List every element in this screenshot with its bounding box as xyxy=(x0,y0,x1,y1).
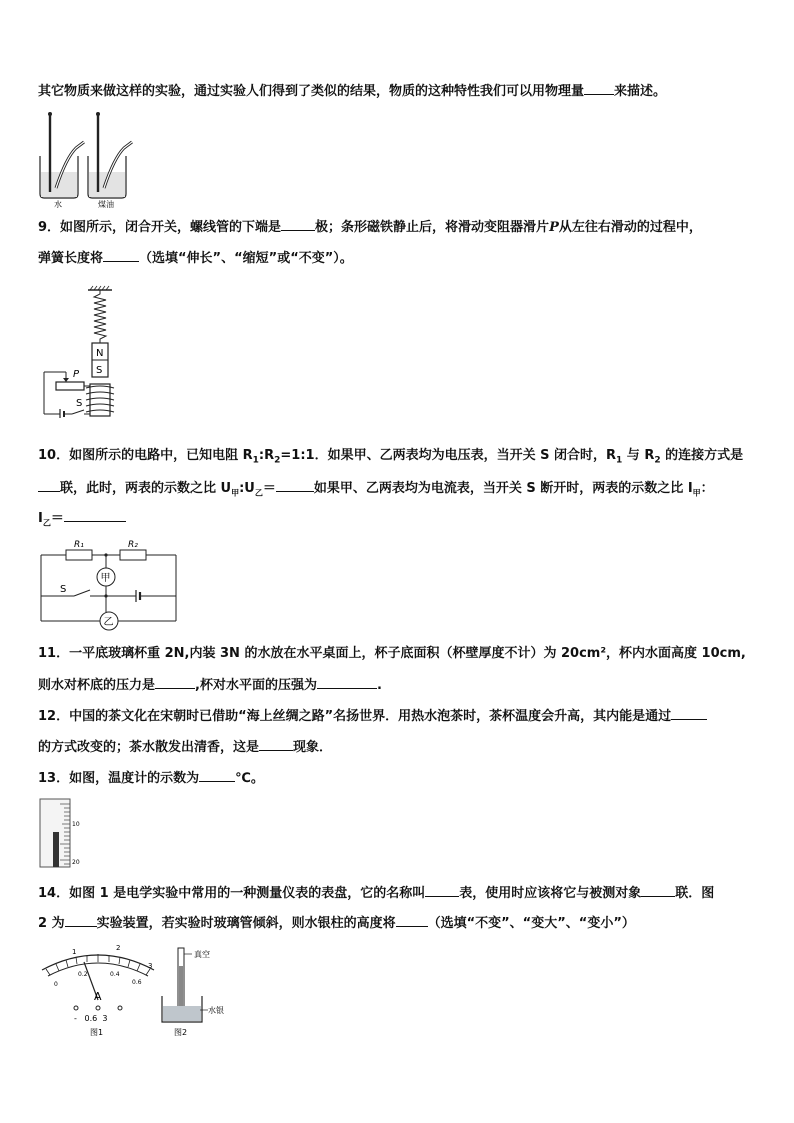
q12-line2: 的方式改变的；茶水散发出清香，这是 现象． xyxy=(38,740,333,755)
answer-blank[interactable] xyxy=(396,914,428,927)
answer-blank[interactable] xyxy=(155,676,195,689)
answer-blank[interactable] xyxy=(276,479,314,492)
torricelli-apparatus xyxy=(156,942,236,1038)
label-kerosene: 煤油 xyxy=(98,200,114,208)
scale-label-bottom: 20 xyxy=(72,859,80,866)
answer-blank[interactable] xyxy=(64,509,126,522)
vacuum-label: 真空 xyxy=(194,950,210,959)
answer-blank[interactable] xyxy=(671,707,707,720)
q11-line1: 11．一平底玻璃杯重 2N,内装 3N 的水放在水平桌面上，杯子底面积（杯壁厚度不计）为 20cm²，杯内水面高度 10cm, xyxy=(38,646,746,661)
scale-label-top: 10 xyxy=(72,821,80,828)
answer-blank[interactable] xyxy=(641,884,675,897)
scale-bottom-2: 0.4 xyxy=(110,971,120,978)
ammeter-dial xyxy=(36,942,160,1038)
answer-blank[interactable] xyxy=(584,82,614,95)
q10-line3: $I_乙=$ xyxy=(38,509,126,533)
meter-jia-label: 甲 xyxy=(100,573,111,584)
q13-figure xyxy=(36,798,92,868)
q14-figure2 xyxy=(156,942,236,1038)
q13-line1: 13．如图，温度计的示数为 ℃。 xyxy=(38,771,264,786)
q14-figure1 xyxy=(36,942,160,1038)
answer-blank[interactable] xyxy=(281,218,315,231)
solenoid-circuit-diagram xyxy=(36,284,136,418)
switch-label: S xyxy=(76,398,83,409)
q10-line2: 联，此时，两表的示数之比 $U_甲:U_乙=$ 如果甲、乙两表均为电流表，当开关 S 断开时，两表的示数之比 $I_甲$： xyxy=(38,479,714,503)
scale-top-2: 2 xyxy=(116,944,121,952)
q11-line2: 则水对杯底的压力是 ,杯对水平面的压强为 . xyxy=(38,678,382,693)
q12-line1: 12．中国的茶文化在宋朝时已借助“海上丝绸之路”名扬世界．用热水泡茶时，茶杯温度会升高，其内能是通过 xyxy=(38,707,707,726)
q8-figure xyxy=(36,108,146,208)
r1-label: R₁ xyxy=(74,540,84,550)
q8-line1: 其它物质来做这样的实验，通过实验人们得到了类似的结果，物质的这种特性我们可以用物理量 来描述。 xyxy=(38,84,667,99)
switch-label: S xyxy=(60,584,67,595)
answer-blank[interactable] xyxy=(259,738,293,751)
q10-line1: 10．如图所示的电路中，已知电阻 $R_1:R_2=1:1$．如果甲、乙两表均为电压表，当开关 S 闭合时，$R_1$ 与 $R_2$ 的连接方式是 xyxy=(38,448,744,466)
unit-label: A xyxy=(94,990,102,1003)
answer-blank[interactable] xyxy=(425,884,459,897)
q9-figure xyxy=(36,284,136,418)
mercury-label: 水银 xyxy=(208,1006,224,1015)
r2-label: R₂ xyxy=(128,540,138,550)
answer-blank[interactable] xyxy=(199,769,235,782)
scale-bottom-3: 0.6 xyxy=(132,979,142,986)
answer-blank[interactable] xyxy=(103,249,139,262)
q10-figure xyxy=(36,536,184,636)
figure2-caption: 图2 xyxy=(174,1028,188,1037)
q14-line1: 14．如图 1 是电学实验中常用的一种测量仪表的表盘，它的名称叫 表，使用时应该将它与被测对象 联．图 xyxy=(38,886,715,901)
thermometer-scale xyxy=(36,798,92,868)
terminal-labels: - 0.6 3 xyxy=(74,1014,108,1023)
q9-line1: 9．如图所示，闭合开关，螺线管的下端是 极；条形磁铁静止后，将滑动变阻器滑片P从左往右滑动的过程中， xyxy=(38,220,702,235)
scale-top-3: 3 xyxy=(148,962,153,970)
q14-line2: 2 为 实验装置，若实验时玻璃管倾斜，则水银柱的高度将 （选填“不变”、“变大”、“变小”） xyxy=(38,916,635,931)
beakers-illustration xyxy=(36,108,146,208)
resistor-meter-circuit xyxy=(36,536,184,636)
scale-bottom-0: 0 xyxy=(54,981,58,988)
q9-line2: 弹簧长度将 （选填“伸长”、“缩短”或“不变”）。 xyxy=(38,251,353,266)
answer-blank[interactable] xyxy=(317,676,377,689)
answer-blank[interactable] xyxy=(38,479,60,492)
north-pole-label: N xyxy=(96,348,104,359)
scale-top-1: 1 xyxy=(72,948,77,956)
slider-label: P xyxy=(73,369,80,380)
figure1-caption: 图1 xyxy=(90,1028,104,1037)
south-pole-label: S xyxy=(96,365,103,376)
label-water: 水 xyxy=(54,200,62,208)
answer-blank[interactable] xyxy=(65,914,97,927)
meter-yi-label: 乙 xyxy=(103,617,114,628)
scale-bottom-1: 0.2 xyxy=(78,971,88,978)
